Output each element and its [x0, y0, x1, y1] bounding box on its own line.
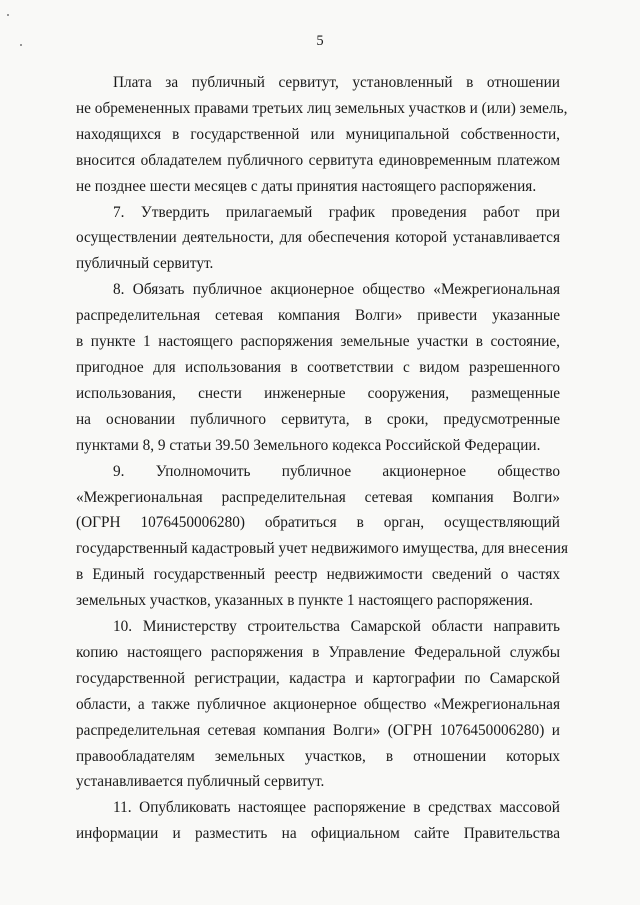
text-line: 8. Обязать публичное акционерное общество «Межрегиональная	[113, 281, 560, 299]
text-line: не обремененных правами третьих лиц земельных участков и (или) земель,	[76, 99, 568, 117]
text-line: области, а также публичное акционерное общество «Межрегиональная	[76, 695, 560, 713]
text-line: в Единый государственный реестр недвижимости сведений о частях	[76, 566, 560, 584]
text-line: государственной регистрации, кадастра и картографии по Самарской	[76, 669, 560, 687]
text-line: правообладателям земельных участков, в отношении которых	[76, 747, 560, 765]
text-line: распределительная сетевая компания Волги» привести указанные	[76, 307, 560, 325]
scan-speck	[7, 14, 9, 16]
text-line: в пункте 1 настоящего распоряжения земельные участки в состояние,	[76, 333, 560, 351]
text-line: пунктами 8, 9 статьи 39.50 Земельного кодекса Российской Федерации.	[76, 436, 541, 454]
text-line: Плата за публичный сервитут, установленный в отношении	[113, 74, 560, 91]
text-line: земельных участков, указанных в пункте 1 настоящего распоряжения.	[76, 592, 534, 610]
text-line: находящихся в государственной или муниципальной собственности,	[76, 125, 560, 143]
text-line: использования, снести инженерные сооружения, размещенные	[76, 384, 560, 402]
text-line: 7. Утвердить прилагаемый график проведения работ при	[113, 203, 560, 221]
text-line: пригодное для использования в соответствии с видом разрешенного	[76, 358, 560, 376]
document-body	[76, 70, 568, 847]
text-line: копию настоящего распоряжения в Управление Федеральной службы	[76, 643, 560, 661]
text-line: 10. Министерству строительства Самарской области направить	[113, 618, 560, 636]
text-line: публичный сервитут.	[76, 255, 214, 273]
page-number: 5	[316, 33, 324, 49]
text-line: не позднее шести месяцев с даты принятия настоящего распоряжения.	[76, 177, 537, 195]
text-line: 9. Уполномочить публичное акционерное общество	[113, 462, 560, 480]
text-line: 11. Опубликовать настоящее распоряжение в средствах массовой	[113, 799, 560, 817]
text-line: государственный кадастровый учет недвижимого имущества, для внесения	[76, 540, 568, 558]
text-line: распределительная сетевая компания Волги» (ОГРН 1076450006280) и	[76, 721, 560, 739]
text-line: устанавливается публичный сервитут.	[76, 773, 325, 791]
text-line: на основании публичного сервитута, в сроки, предусмотренные	[76, 410, 560, 428]
text-line: информации и разместить на официальном сайте Правительства	[76, 825, 560, 843]
text-line: вносится обладателем публичного сервитута единовременным платежом	[76, 151, 560, 169]
text-line: «Межрегиональная распределительная сетевая компания Волги»	[76, 488, 560, 506]
text-line: (ОГРН 1076450006280) обратиться в орган, осуществляющий	[76, 514, 560, 532]
text-line: осуществлении деятельности, для обеспечения которой устанавливается	[76, 229, 560, 247]
